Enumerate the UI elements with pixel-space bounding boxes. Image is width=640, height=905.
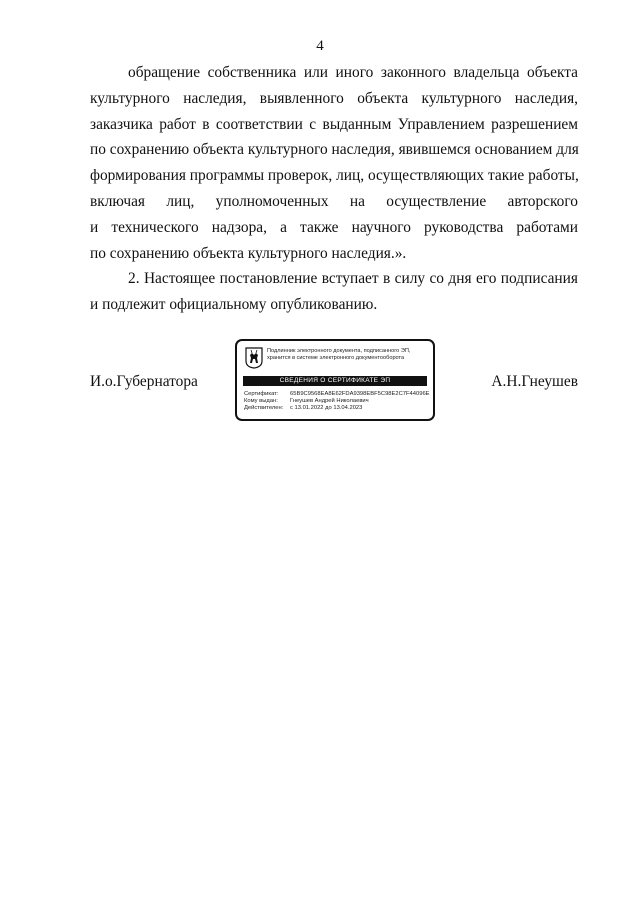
stamp-title-bar: СВЕДЕНИЯ О СЕРТИФИКАТЕ ЭП (243, 376, 427, 386)
text-line: по сохранению объекта культурного наследия, явившемся основанием для (90, 141, 579, 159)
document-body (90, 60, 578, 318)
text-line: включая лиц, уполномоченных на осуществление авторского (90, 192, 578, 210)
stamp-header-line: Подлинник электронного документа, подписанного ЭП, (267, 348, 411, 354)
text-line: и подлежит официальному опубликованию. (90, 296, 378, 314)
stamp-details (244, 391, 429, 413)
nizhny-novgorod-deer-emblem-icon (245, 347, 263, 369)
text-line: 2. Настоящее постановление вступает в силу со дня его подписания (128, 270, 578, 288)
stamp-label: Кому выдан: (244, 398, 278, 405)
stamp-header (267, 348, 432, 362)
text-line: формирования программы проверок, лиц, осуществляющих такие работы, (90, 167, 579, 185)
electronic-signature-stamp (235, 339, 435, 421)
stamp-row-validity (244, 405, 429, 412)
stamp-value: с 13.01.2022 до 13.04.2023 (290, 405, 363, 412)
stamp-header-line: хранится в системе электронного документооборота (267, 355, 405, 361)
stamp-value: 65B9C9568EA8E62FDA9398EBF5C98E2C7F44096E (290, 391, 430, 397)
text-line: и технического надзора, а также научного руководства работами (90, 218, 578, 236)
text-line: по сохранению объекта культурного наследия.». (90, 244, 407, 262)
text-line: обращение собственника или иного законного владельца объекта (128, 64, 578, 81)
paragraph-2 (90, 266, 578, 318)
text-line: заказчика работ в соответствии с выданным Управлением разрешением (90, 115, 578, 133)
stamp-value: Гнеушев Андрей Николаевич (290, 398, 369, 405)
text-line: культурного наследия, выявленного объекта культурного наследия, (90, 89, 578, 107)
paragraph-1 (90, 60, 578, 266)
stamp-label: Действителен: (244, 405, 284, 412)
page-number: 4 (316, 38, 324, 54)
signer-name: А.Н.Гнеушев (491, 373, 578, 390)
signer-position: И.о.Губернатора (90, 373, 198, 390)
stamp-label: Сертификат: (244, 391, 279, 397)
